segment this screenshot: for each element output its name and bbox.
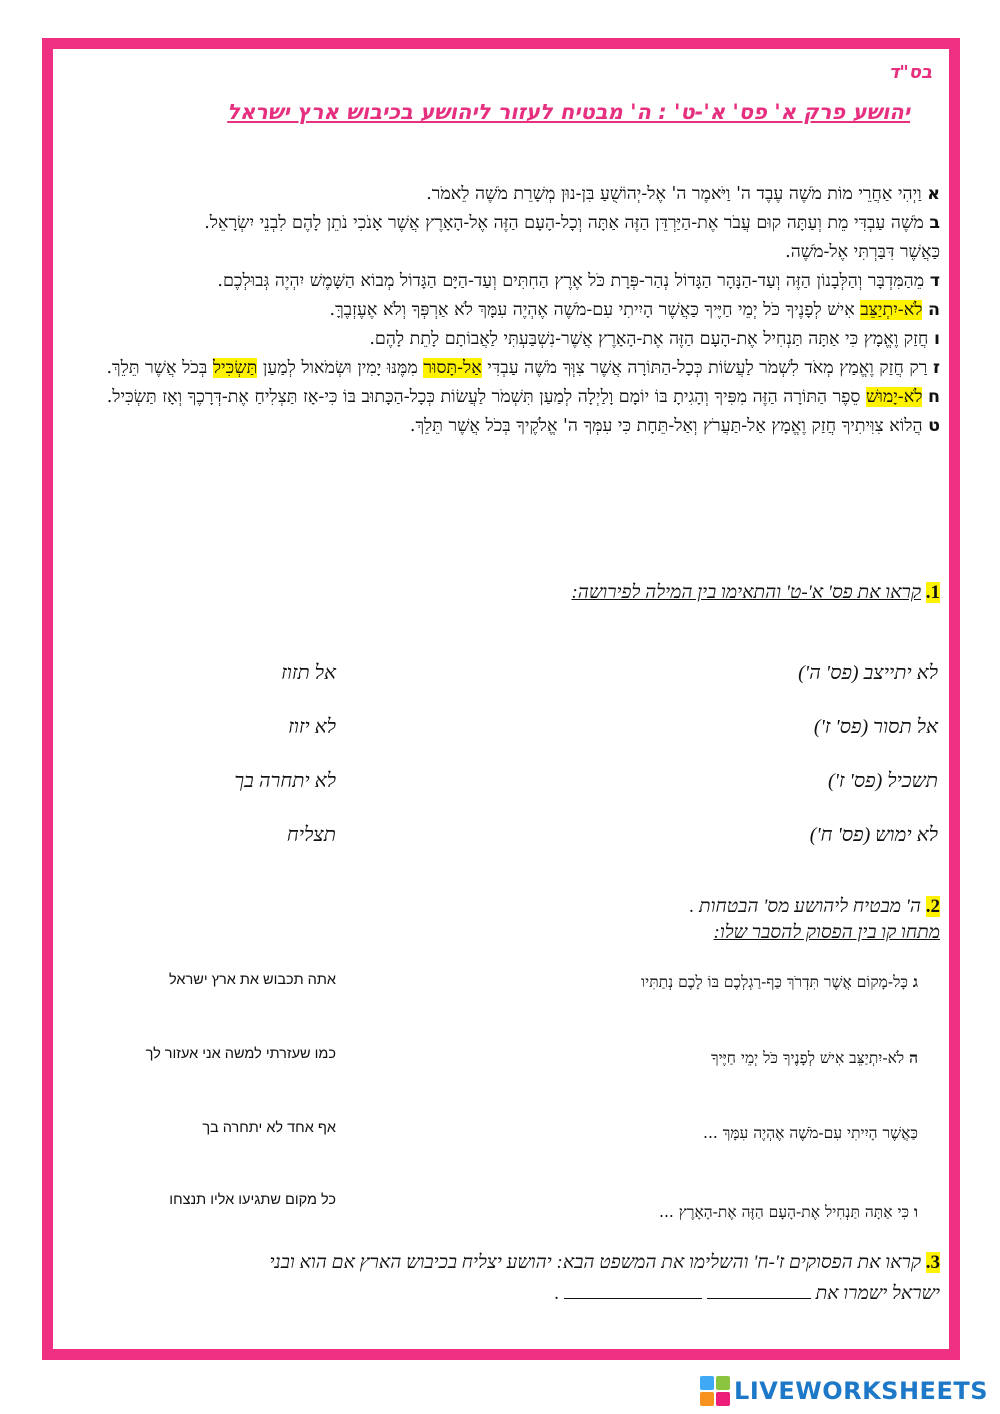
explanation-option-2[interactable]: כמו שעזרתי למשה אני אעזור לך [145, 1046, 336, 1062]
verse-z [60, 354, 940, 383]
verse-text: הֲלוֹא צִוִּיתִיךָ חֲזַק וֶאֱמָץ אַל-תַּעֲרֹץ וְאַל-תֵּחָת כִּי עִמְּךָ ה' אֱלֹקֶיךָ בְּכֹל אֲשֶׁר תֵּלֵךְ. [409, 416, 923, 436]
verse-letter: ה [927, 300, 940, 320]
verse-ch [60, 383, 940, 412]
verse-text: מֹשֶׁה עַבְדִּי מֵת וְעַתָּה קוּם עֲבֹר אֶת-הַיַּרְדֵּן הַזֶּה אַתָּה וְכָל-הָעָם הַזֶּה אֶל-הָאָרֶץ אֲשֶׁר אָנֹכִי נֹתֵן לָהֶם לִבְנֵי יִשְׂרָאֵל. [204, 213, 924, 233]
verse-option-text: לֹא-יִתְיַצֵּב אִישׁ לְפָנֶיךָ כֹּל יְמֵי חַיֶּיךָ [711, 1049, 905, 1067]
verse-text: רַק חֲזַק וֶאֱמַץ מְאֹד לִשְׁמֹר לַעֲשׂוֹת כְּכָל-הַתּוֹרָה אֲשֶׁר צִוְּךָ מֹשֶׁה עַבְדִּי [487, 358, 928, 378]
verse-text: מִמֶּנּוּ יָמִין וּשְׂמֹאול לְמַעַן [262, 358, 418, 378]
verse-option-text: כָּל-מָקוֹם אֲשֶׁר תִּדְרֹךְ כַּף-רַגְלְכֶם בּוֹ לָכֶם נְתַתִּיו [641, 973, 908, 991]
verse-letter: ד [929, 271, 940, 291]
explanation-option-1[interactable]: אתה תכבוש את ארץ ישראל [169, 972, 336, 988]
verse-letter: א [927, 184, 940, 204]
highlighted-word: לֹא-יִתְיַצֵּב [860, 300, 923, 320]
verse-letter: ג [912, 972, 918, 991]
sentence-end: . [554, 1283, 560, 1304]
question-text: ה' מבטיח ליהושע מס' הבטחות . [689, 896, 921, 917]
verse-text: סֵפֶר הַתּוֹרָה הַזֶּה מִפִּיךָ וְהָגִיתָ בּוֹ יוֹמָם וָלַיְלָה לְמַעַן תִּשְׁמֹר לַעֲשׂוֹת כְּכָל-הַכָּתוּב בּוֹ כִּי-אָז תַּצְלִיחַ אֶת-דְּרָכֶךָ וְאָז תַּשְׂכִּיל. [106, 387, 861, 407]
question-text: קראו את פס' א'-ט' והתאימו בין המילה לפירושה: [571, 582, 921, 603]
question-2-instruction: מתחו קו בין הפסוק להסבר שלו: [713, 922, 940, 943]
question-number: 1. [925, 582, 940, 603]
question-text: ישראל ישמרו את [815, 1283, 940, 1304]
answer-blank-1[interactable] [707, 1283, 811, 1299]
explanation-option-4[interactable]: כל מקום שתגיעו אליו תנצחו [169, 1192, 336, 1208]
question-1 [571, 582, 940, 604]
verse-text: אִישׁ לְפָנֶיךָ כֹּל יְמֵי חַיֶּיךָ כַּאֲשֶׁר הָיִיתִי עִם-מֹשֶׁה אֶהְיֶה עִמָּךְ לֹא אַרְפְּךָ וְלֹא אֶעֶזְבֶךָּ. [329, 300, 855, 320]
verse-b [60, 209, 940, 238]
verse-option-4[interactable] [659, 1202, 918, 1222]
verse-option-text: כַּאֲשֶׁר הָיִיתִי עִם-מֹשֶׁה אֶהְיֶה עִמָּךְ ... [703, 1124, 918, 1142]
verse-letter: ו [914, 1202, 918, 1221]
verse-t [60, 412, 940, 441]
question-number: 3. [925, 1252, 940, 1273]
match-term-1[interactable]: לא יתייצב (פס' ה') [798, 662, 938, 684]
verse-letter: ו [933, 329, 940, 349]
verse-letter: ה [909, 1048, 918, 1067]
verse-letter: ח [927, 387, 940, 407]
match-meaning-2[interactable]: לא יזוז [288, 716, 336, 738]
verse-c [60, 238, 940, 267]
verse-text: כַּאֲשֶׁר דִּבַּרְתִּי אֶל-מֹשֶׁה. [785, 242, 940, 262]
verse-letter: ז [932, 358, 940, 378]
highlighted-word: אַל-תָּסוּר [423, 358, 482, 378]
verse-option-1[interactable] [641, 972, 918, 992]
verse-a [60, 180, 940, 209]
verse-option-text: כִּי אַתָּה תַּנְחִיל אֶת-הָעָם הַזֶּה אֶת-הָאָרֶץ ... [659, 1203, 910, 1221]
highlighted-word: לֹא-יָמוּשׁ [865, 387, 923, 407]
liveworksheets-logo [700, 1374, 988, 1408]
match-term-2[interactable]: אל תסור (פס' ז') [813, 716, 938, 738]
verse-text: בְּכֹל אֲשֶׁר תֵּלֵךְ. [106, 358, 208, 378]
question-3 [270, 1252, 940, 1274]
verse-d [60, 267, 940, 296]
match-term-4[interactable]: לא ימוש (פס' ח') [809, 824, 938, 846]
verse-text: וַיְהִי אַחֲרֵי מוֹת מֹשֶׁה עֶבֶד ה' וַיֹּאמֶר ה' אֶל-יְהוֹשֻׁעַ בִּן-נוּן מְשָׁרֵת מֹשֶׁה לֵאמֹר. [426, 184, 922, 204]
verse-text: חֲזַק וֶאֱמָץ כִּי אַתָּה תַּנְחִיל אֶת-הָעָם הַזֶּה אֶת-הָאָרֶץ אֲשֶׁר-נִשְׁבַּעְתִּי לַאֲבוֹתָם לָתֵת לָהֶם. [369, 329, 929, 349]
verse-text: מֵהַמִּדְבָּר וְהַלְּבָנוֹן הַזֶּה וְעַד-הַנָּהָר הַגָּדוֹל נְהַר-פְּרָת כֹּל אֶרֶץ הַחִתִּים וְעַד-הַיָּם הַגָּדוֹל מְבוֹא הַשָּׁמֶשׁ יִהְיֶה גְּבוּלְכֶם. [217, 271, 925, 291]
match-meaning-4[interactable]: תצליח [286, 824, 336, 846]
page-title: יהושע פרק א' פס' א'-ט' : ה' מבטיח לעזור ליהושע בכיבוש ארץ ישראל [227, 100, 910, 124]
highlighted-word: תַּשְׂכִּיל [212, 358, 258, 378]
match-meaning-3[interactable]: לא יתחרה בך [234, 770, 336, 792]
question-2 [690, 896, 940, 918]
question-number: 2. [925, 896, 940, 917]
liveworksheets-logo-text: LIVEWORKSHEETS [734, 1377, 988, 1405]
verse-h [60, 296, 940, 325]
verse-option-3[interactable] [703, 1124, 918, 1143]
bsd-mark: בס"ד [888, 62, 932, 83]
verse-letter: ב [929, 213, 940, 233]
liveworksheets-logo-icon [700, 1376, 730, 1406]
verse-letter: ט [928, 416, 940, 436]
question-3-line-2 [555, 1283, 940, 1305]
verses-block [60, 180, 940, 441]
answer-blank-2[interactable] [564, 1283, 702, 1299]
verse-v [60, 325, 940, 354]
match-term-3[interactable]: תשכיל (פס' ז') [827, 770, 938, 792]
verse-option-2[interactable] [711, 1048, 918, 1068]
match-meaning-1[interactable]: אל תזוז [281, 662, 336, 684]
explanation-option-3[interactable]: אף אחד לא יתחרה בך [202, 1120, 336, 1136]
question-text: קראו את הפסוקים ז'-ח' והשלימו את המשפט הבא: יהושע יצליח בכיבוש הארץ אם הוא ובני [269, 1252, 921, 1273]
